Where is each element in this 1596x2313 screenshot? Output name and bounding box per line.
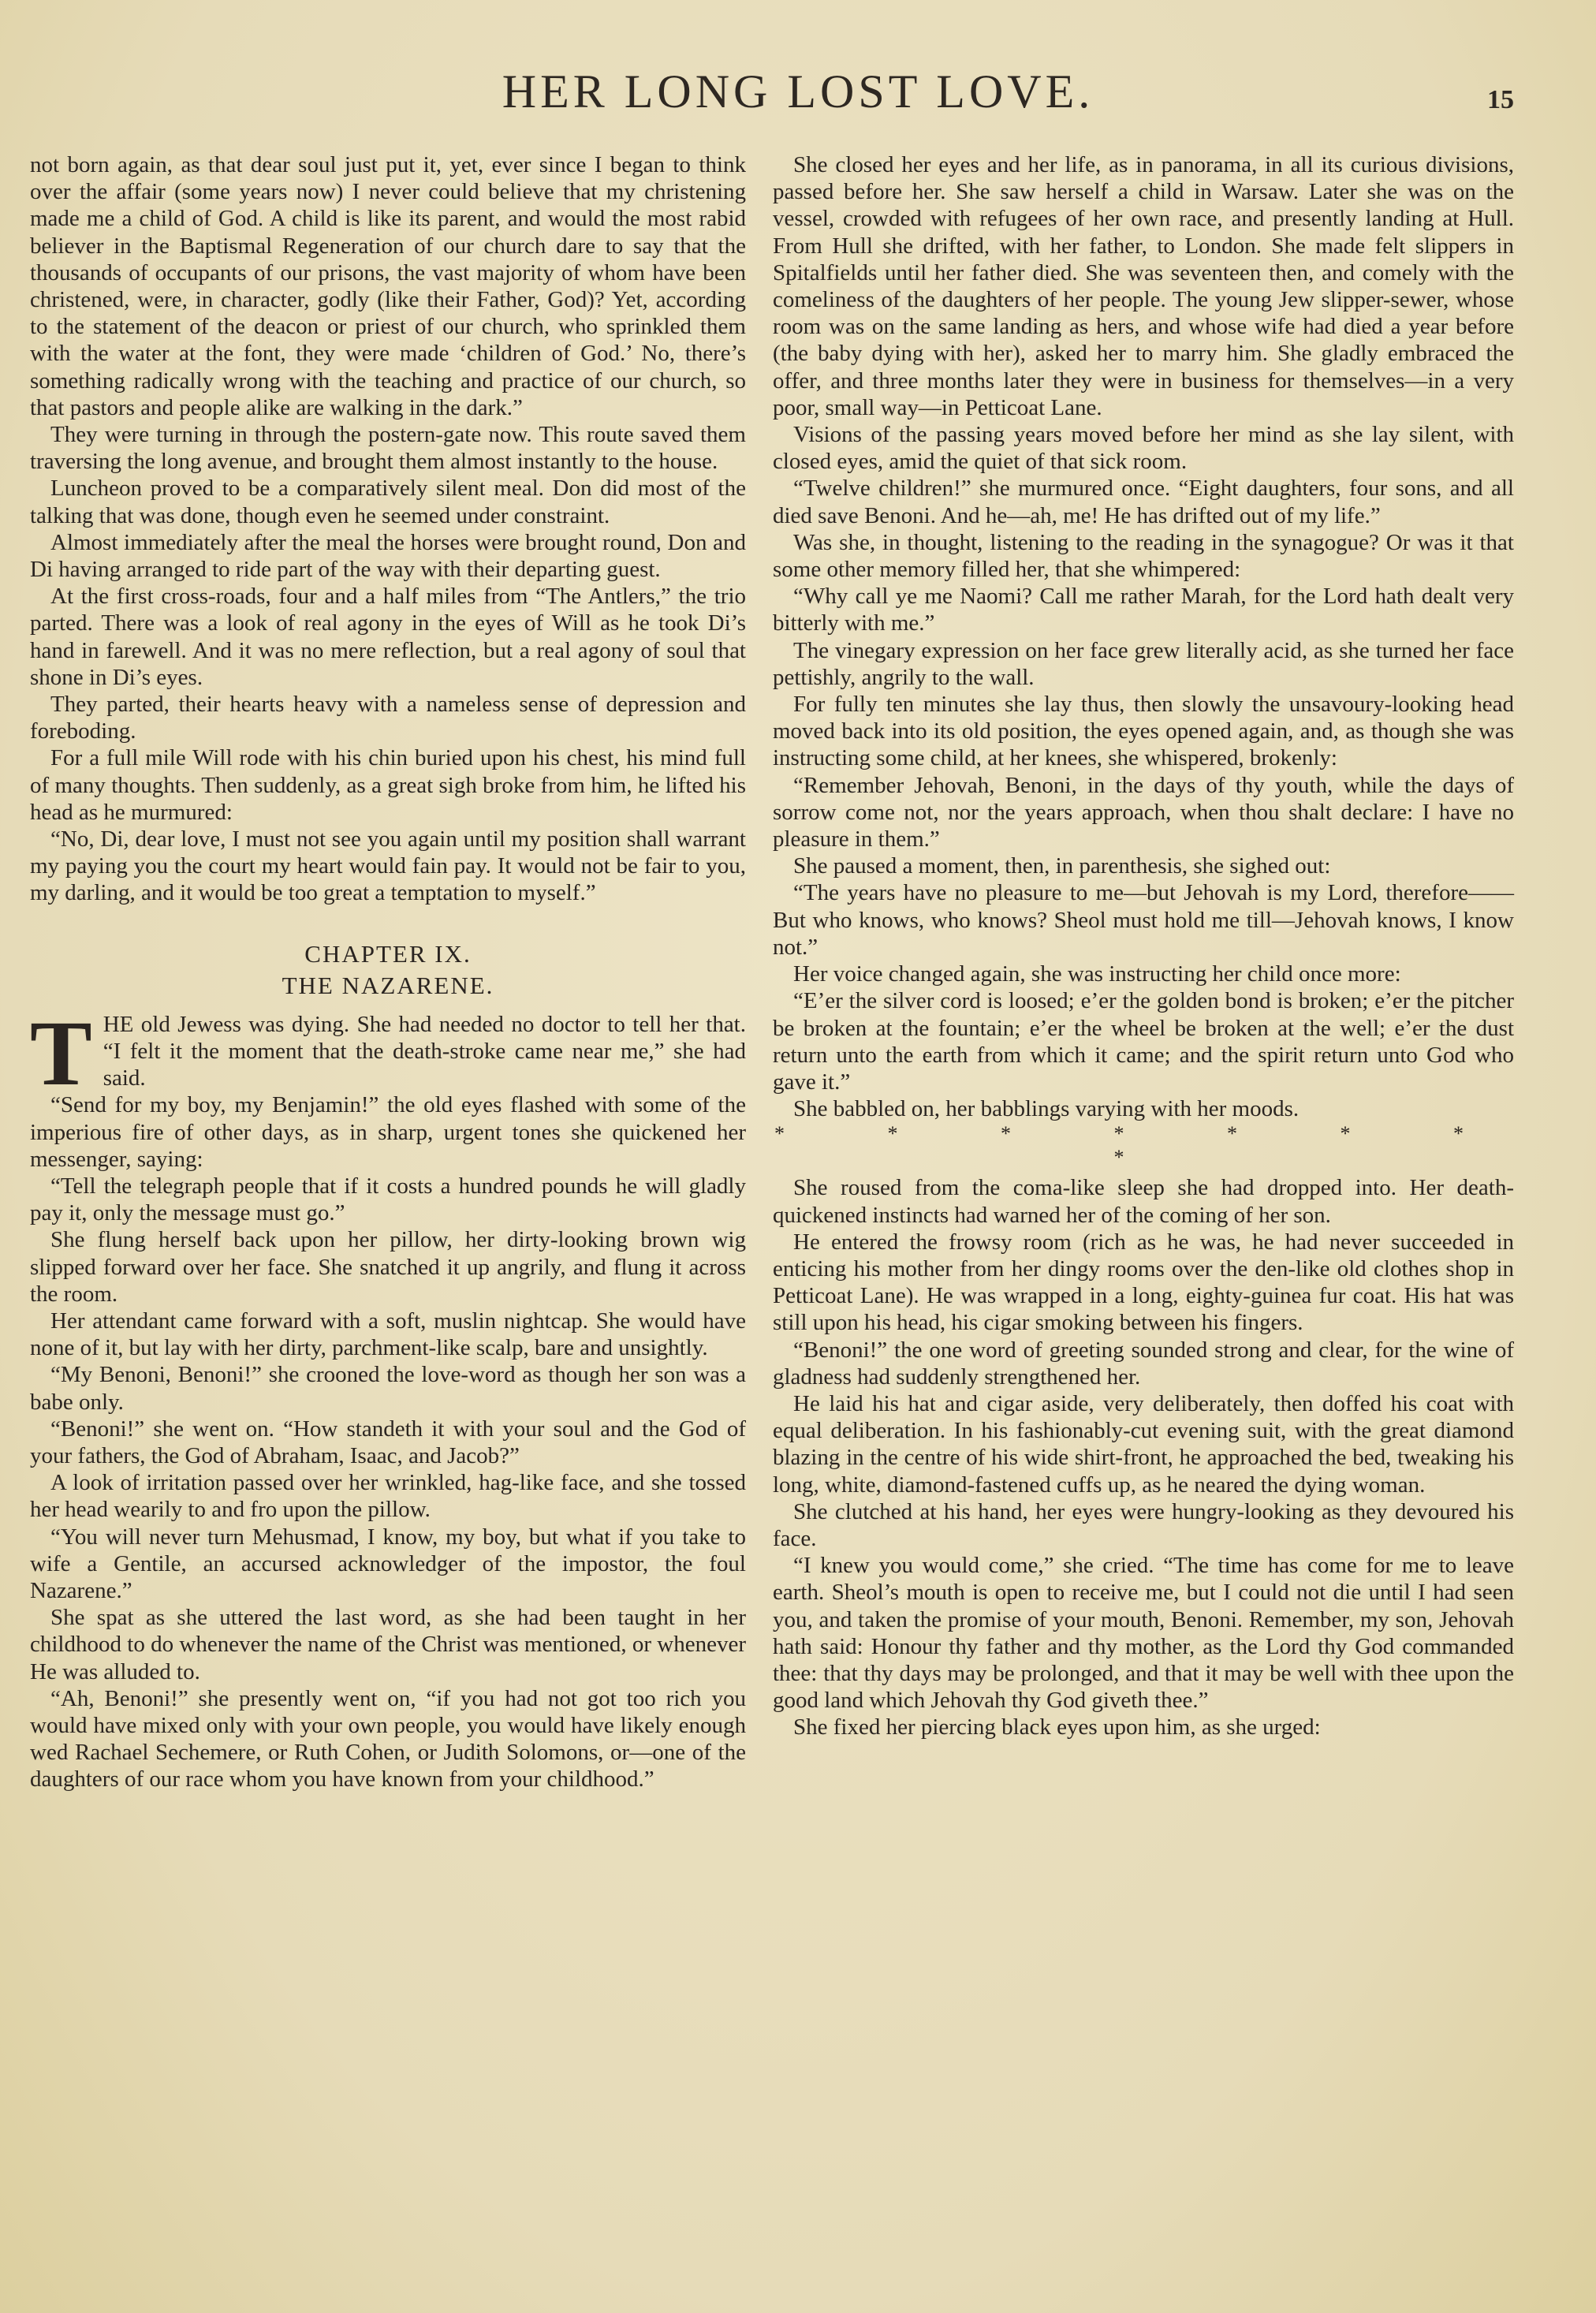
left-paragraph-16: “You will never turn Mehusmad, I know, my boy, but what if you take to wife a Gentile, an accursed acknowledger of the impostor, the foul Nazarene.” <box>30 1524 746 1603</box>
right-paragraph-20: She fixed her piercing black eyes upon him, as she urged: <box>793 1714 1321 1740</box>
chapter-number: CHAPTER IX. <box>304 939 472 968</box>
right-paragraph-11: Her voice changed again, she was instructing her child once more: <box>793 961 1401 987</box>
left-paragraph-18: “Ah, Benoni!” she presently went on, “if you had not got too rich you would have mixed only with your own people, you would have likely enough wed Rachael Sechemere, or Ruth Cohen, or Judith Solomons, or—one of the daughters of our race whom you have known from your childhood.” <box>30 1685 746 1793</box>
right-paragraph-1: She closed her eyes and her life, as in panorama, in all its curious divisions, passed before her. She saw herself a child in Warsaw. Later she was on the vessel, crowded with refugees of her own race, and presently landing at Hull. From Hull she drifted, with her father, to London. She made felt slippers in Spitalfields until her father died. She was seventeen then, and comely with the comeliness of the daughters of her people. The young Jew slipper-sewer, whose room was on the same landing as hers, and whose wife had died a year before (the baby dying with her), asked her to marry him. She gladly embraced the offer, and three months later they were in business for themselves—in a very poor, small way—in Petticoat Lane. <box>773 152 1514 420</box>
right-paragraph-16: “Benoni!” the one word of greeting sounded strong and clear, for the wine of gladness had suddenly strengthened her. <box>773 1337 1514 1390</box>
running-title: HER LONG LOST LOVE. <box>502 65 1094 118</box>
right-paragraph-12: “E’er the silver cord is loosed; e’er the golden bond is broken; e’er the pitcher be broken at the fountain; e’er the wheel be broken at the well; e’er the dust return unto the earth from which it came; and the spirit return unto God who gave it.” <box>773 988 1514 1095</box>
section-separator: * * * * * * * * <box>774 1122 1512 1170</box>
right-paragraph-17: He laid his hat and cigar aside, very deliberately, then doffed his coat with equal deliberation. In his fashionably-cut evening suit, with the great diamond blazing in the centre of his wide shirt-front, he approached the bed, tweaking his long, white, diamond-fastened cuffs up, as he neared the dying woman. <box>773 1390 1514 1498</box>
right-paragraph-15: He entered the frowsy room (rich as he was, he had never succeeded in enticing his mother from her dingy rooms over the den-like old clothes shop in Petticoat Lane). He was wrapped in a long, eighty-guinea fur coat. His hat was still upon his head, his cigar smoking between his fingers. <box>773 1229 1514 1336</box>
left-paragraph-12: Her attendant came forward with a soft, muslin nightcap. She would have none of it, but lay with her dirty, parchment-like scalp, bare and unsightly. <box>30 1308 746 1361</box>
right-paragraph-10: “The years have no pleasure to me—but Jehovah is my Lord, therefore—— But who knows, who knows? Sheol must hold me till—Jehovah knows, I know not.” <box>773 880 1514 960</box>
left-paragraph-4: Almost immediately after the meal the horses were brought round, Don and Di having arranged to ride part of the way with their departing guest. <box>30 529 746 583</box>
right-paragraph-5: “Why call ye me Naomi? Call me rather Marah, for the Lord hath dealt very bitterly with me.” <box>773 584 1514 636</box>
right-paragraph-2: Visions of the passing years moved before her mind as she lay silent, with closed eyes, amid the quiet of that sick room. <box>773 422 1514 475</box>
right-paragraph-3: “Twelve children!” she murmured once. “Eight daughters, four sons, and all died save Benoni. And he—ah, me! He has drifted out of my life.” <box>773 476 1514 528</box>
left-paragraph-6: They parted, their hearts heavy with a nameless sense of depression and foreboding. <box>30 692 746 744</box>
right-column <box>773 151 1514 1741</box>
left-paragraph-3: Luncheon proved to be a comparatively silent meal. Don did most of the talking that was done, though even he seemed under constraint. <box>30 476 746 528</box>
right-paragraph-19: “I knew you would come,” she cried. “The time has come for me to leave earth. Sheol’s mouth is open to receive me, but I could not die until I had seen you, and taken the promise of your mouth, Benoni. Remember, my son, Jehovah hath said: Honour thy father and thy mother, as the Lord thy God commanded thee: that thy days may be prolonged, and that it may be well with thee upon the good land which Jehovah thy God giveth thee.” <box>773 1553 1514 1714</box>
chapter-first-paragraph <box>30 1001 746 1105</box>
right-paragraph-9: She paused a moment, then, in parenthesis, she sighed out: <box>793 853 1331 879</box>
left-paragraph-2: They were turning in through the postern-gate now. This route saved them traversing the long avenue, and brought them almost instantly to the house. <box>30 422 746 475</box>
right-paragraph-4: Was she, in thought, listening to the reading in the synagogue? Or was it that some other memory filled her, that she whimpered: <box>773 529 1514 583</box>
left-paragraph-11: She flung herself back upon her pillow, her dirty-looking brown wig slipped forward over her face. She snatched it up angrily, and flung it across the room. <box>30 1227 746 1307</box>
right-paragraph-6: The vinegary expression on her face grew literally acid, as she turned her face pettishly, angrily to the wall. <box>773 637 1514 690</box>
right-paragraph-18: She clutched at his hand, her eyes were hungry-looking as they devoured his face. <box>773 1498 1514 1551</box>
left-paragraph-8: “No, Di, dear love, I must not see you again until my position shall warrant my paying you the court my heart would fain pay. It would not be fair to you, my darling, and it would be too great a temptation to myself.” <box>30 826 746 906</box>
left-paragraph-1: not born again, as that dear soul just put it, yet, ever since I began to think over the affair (some years now) I never could believe that my christening made me a child of God. A child is like its parent, and would the most rabid believer in the Baptismal Regeneration of our church dare to say that the thousands of occupants of our prisons, the vast majority of whom have been christened, were, in character, godly (like their Father, God)? Yet, according to the statement of the deacon or priest of our church, who sprinkled them with the water at the font, they were made ‘children of God.’ No, there’s something radically wrong with the teaching and practice of our church, so that pastors and people alike are walking in the dark.” <box>30 152 746 420</box>
left-paragraph-13: “My Benoni, Benoni!” she crooned the love-word as though her son was a babe only. <box>30 1362 746 1415</box>
right-paragraph-14: She roused from the coma-like sleep she had dropped into. Her death-quickened instincts had warned her of the coming of her son. <box>773 1175 1514 1228</box>
right-paragraph-8: “Remember Jehovah, Benoni, in the days of thy youth, while the days of sorrow come not, nor the years approach, when thou shalt declare: I have no pleasure in them.” <box>773 772 1514 852</box>
first-paragraph-text: HE old Jewess was dying. She had needed no doctor to tell her that. “I felt it the moment that the death-stroke came near me,” she had said. <box>103 1011 746 1091</box>
left-paragraph-17: She spat as she uttered the last word, as she had been taught in her childhood to do whenever the name of the Christ was mentioned, or whenever He was alluded to. <box>30 1605 746 1684</box>
left-paragraph-14: “Benoni!” she went on. “How standeth it with your soul and the God of your fathers, the God of Abraham, Isaac, and Jacob?” <box>30 1416 746 1468</box>
page-number: 15 <box>1487 85 1514 114</box>
left-paragraph-9: “Send for my boy, my Benjamin!” the old eyes flashed with some of the imperious fire of other days, as in sharp, urgent tones she quickened her messenger, saying: <box>30 1092 746 1172</box>
left-column <box>30 151 746 1793</box>
left-paragraph-5: At the first cross-roads, four and a half miles from “The Antlers,” the trio parted. There was a look of real agony in the eyes of Will as he took Di’s hand in farewell. And it was no mere reflection, but a real agony of soul that shone in Di’s eyes. <box>30 584 746 690</box>
left-paragraph-10: “Tell the telegraph people that if it costs a hundred pounds he will gladly pay it, only the message must go.” <box>30 1173 746 1226</box>
chapter-title: THE NAZARENE. <box>282 971 494 999</box>
right-paragraph-7: For fully ten minutes she lay thus, then slowly the unsavoury-looking head moved back into its old position, the eyes opened again, and, as though she was instructing some child, at her knees, she whispered, brokenly: <box>773 692 1514 771</box>
drop-cap: T <box>30 1001 92 1105</box>
left-paragraph-7: For a full mile Will rode with his chin buried upon his chest, his mind full of many thoughts. Then suddenly, as a great sigh broke from him, he lifted his head as he murmured: <box>30 745 746 825</box>
right-paragraph-13: She babbled on, her babblings varying with her moods. <box>793 1096 1300 1122</box>
left-paragraph-15: A look of irritation passed over her wrinkled, hag-like face, and she tossed her head wearily to and fro upon the pillow. <box>30 1470 746 1523</box>
